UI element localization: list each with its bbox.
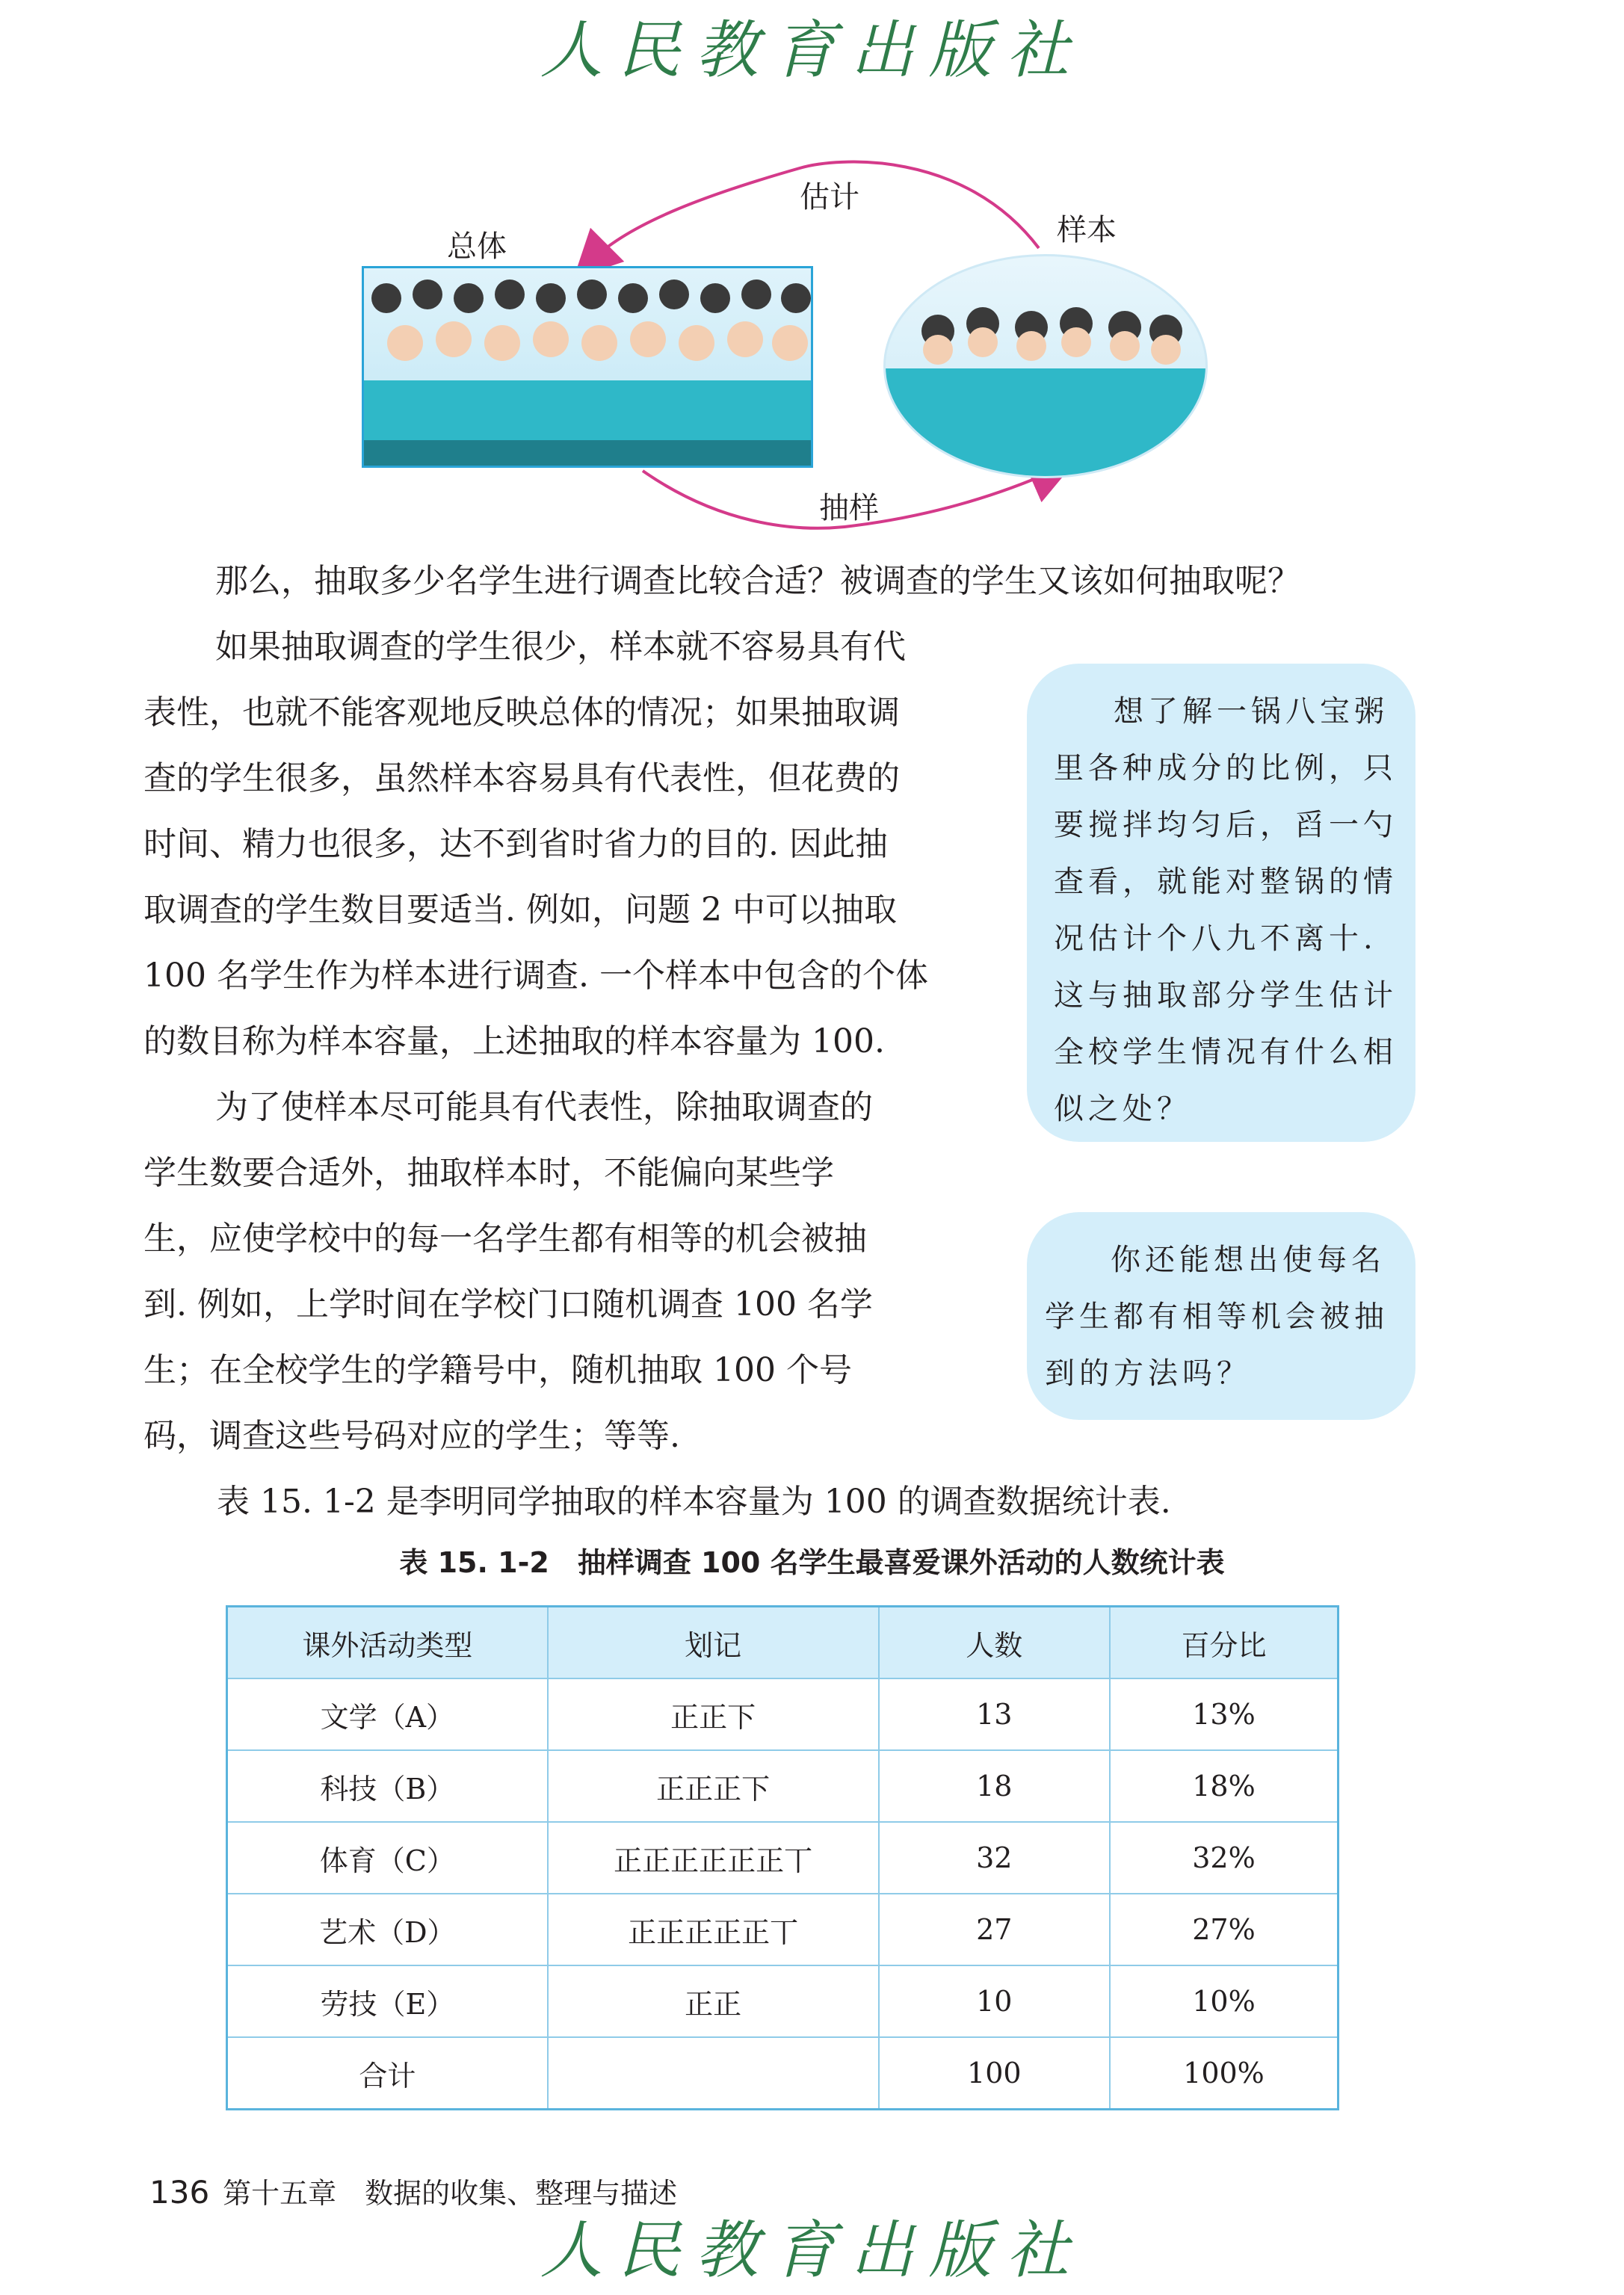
thought-bubble-porridge: [1027, 664, 1415, 1142]
cell-tally: 正正正正正正丅: [548, 1822, 879, 1894]
cell-count: 32: [879, 1822, 1110, 1894]
bubble-line: 查看，就能对整锅的情: [1054, 865, 1398, 899]
text-line: 学生数要合适外，抽取样本时，不能偏向某些学: [143, 1154, 834, 1192]
text-line: 码，调查这些号码对应的学生；等等.: [143, 1417, 680, 1455]
cell-percent: 100%: [1110, 2037, 1339, 2110]
page-number: 136: [149, 2174, 210, 2211]
bubble-line: 想了解一锅八宝粥: [1114, 694, 1389, 729]
cell-percent: 32%: [1110, 1822, 1339, 1894]
table-header-row: [227, 1607, 1339, 1679]
sampling-label: 抽样: [819, 491, 879, 525]
header-count: 人数: [879, 1607, 1110, 1679]
table-row: [227, 1678, 1339, 1750]
population-label: 总体: [447, 229, 507, 264]
text-line: 为了使样本尽可能具有代表性，除抽取调查的: [215, 1088, 873, 1126]
estimate-label: 估计: [800, 180, 859, 214]
population-image: [362, 266, 813, 468]
bubble-line: 似之处？: [1054, 1092, 1191, 1126]
cell-tally: 正正正正正丅: [548, 1894, 879, 1965]
header-activity-type: 课外活动类型: [227, 1607, 548, 1679]
bubble-line: 况估计个八九不离十.: [1054, 921, 1377, 956]
sample-image: [883, 254, 1208, 478]
statistics-table: [226, 1605, 1339, 2110]
text-line: 如果抽取调查的学生很少，样本就不容易具有代: [215, 628, 906, 666]
cell-activity: 科技（B）: [227, 1750, 548, 1822]
cell-count: 18: [879, 1750, 1110, 1822]
cell-count: 13: [879, 1678, 1110, 1750]
sample-group-illustration: [886, 256, 1207, 478]
bubble-line: 学生都有相等机会被抽: [1045, 1300, 1389, 1334]
chapter-title: 第十五章 数据的收集、整理与描述: [223, 2177, 678, 2210]
bubble-line: 这与抽取部分学生估计: [1054, 978, 1398, 1013]
thought-bubble-method: [1027, 1212, 1415, 1420]
paragraph-representative: [143, 1075, 981, 1469]
text-line: 的数目称为样本容量，上述抽取的样本容量为 100.: [143, 1022, 885, 1060]
publisher-watermark-bottom: 人民教育出版社: [540, 2214, 1084, 2287]
bubble-line: 全校学生情况有什么相: [1054, 1035, 1398, 1069]
table-row: [227, 1822, 1339, 1894]
cell-activity: 合计: [227, 2037, 548, 2110]
header-percent: 百分比: [1110, 1607, 1339, 1679]
header-tally: 划记: [548, 1607, 879, 1679]
cell-activity: 体育（C）: [227, 1822, 548, 1894]
cell-tally: 正正下: [548, 1678, 879, 1750]
cell-percent: 18%: [1110, 1750, 1339, 1822]
cell-activity: 劳技（E）: [227, 1965, 548, 2037]
cell-percent: 13%: [1110, 1678, 1339, 1750]
table-title: 表 15. 1-2 抽样调查 100 名学生最喜爱课外活动的人数统计表: [399, 1546, 1225, 1579]
cell-activity: 文学（A）: [227, 1678, 548, 1750]
table-row: [227, 1894, 1339, 1965]
bubble-line: 你还能想出使每名: [1111, 1243, 1386, 1277]
text-line: 表性，也就不能客观地反映总体的情况；如果抽取调: [143, 694, 900, 732]
paragraph-question: 那么，抽取多少名学生进行调查比较合适？被调查的学生又该如何抽取呢？: [215, 562, 1300, 600]
cell-tally: [548, 2037, 879, 2110]
text-line: 时间、精力也很多，达不到省时省力的目的. 因此抽: [143, 825, 888, 863]
bubble-line: 里各种成分的比例，只: [1054, 751, 1398, 785]
cell-count: 10: [879, 1965, 1110, 2037]
text-line: 查的学生很多，虽然样本容易具有代表性，但花费的: [143, 759, 900, 797]
text-line: 到. 例如，上学时间在学校门口随机调查 100 名学: [143, 1285, 873, 1323]
sample-label: 样本: [1057, 213, 1117, 247]
table-row: [227, 1965, 1339, 2037]
bubble-line: 到的方法吗？: [1045, 1356, 1251, 1391]
cell-tally: 正正正下: [548, 1750, 879, 1822]
text-line: 生；在全校学生的学籍号中，随机抽取 100 个号: [143, 1351, 852, 1389]
cell-count: 100: [879, 2037, 1110, 2110]
text-line: 100 名学生作为样本进行调查. 一个样本中包含的个体: [143, 957, 928, 995]
bubble-line: 要搅拌均匀后，舀一勺: [1054, 808, 1398, 842]
cell-tally: 正正: [548, 1965, 879, 2037]
table-row-total: [227, 2037, 1339, 2110]
publisher-watermark-top: 人民教育出版社: [540, 13, 1084, 87]
table-row: [227, 1750, 1339, 1822]
text-line: 取调查的学生数目要适当. 例如，问题 2 中可以抽取: [143, 891, 897, 929]
paragraph-sample-size: [143, 614, 981, 1075]
population-crowd-illustration: [364, 268, 812, 467]
cell-count: 27: [879, 1894, 1110, 1965]
cell-percent: 27%: [1110, 1894, 1339, 1965]
text-line: 生，应使学校中的每一名学生都有相等的机会被抽: [143, 1220, 867, 1258]
paragraph-table-intro: 表 15. 1-2 是李明同学抽取的样本容量为 100 的调查数据统计表.: [217, 1483, 1171, 1521]
cell-activity: 艺术（D）: [227, 1894, 548, 1965]
cell-percent: 10%: [1110, 1965, 1339, 2037]
